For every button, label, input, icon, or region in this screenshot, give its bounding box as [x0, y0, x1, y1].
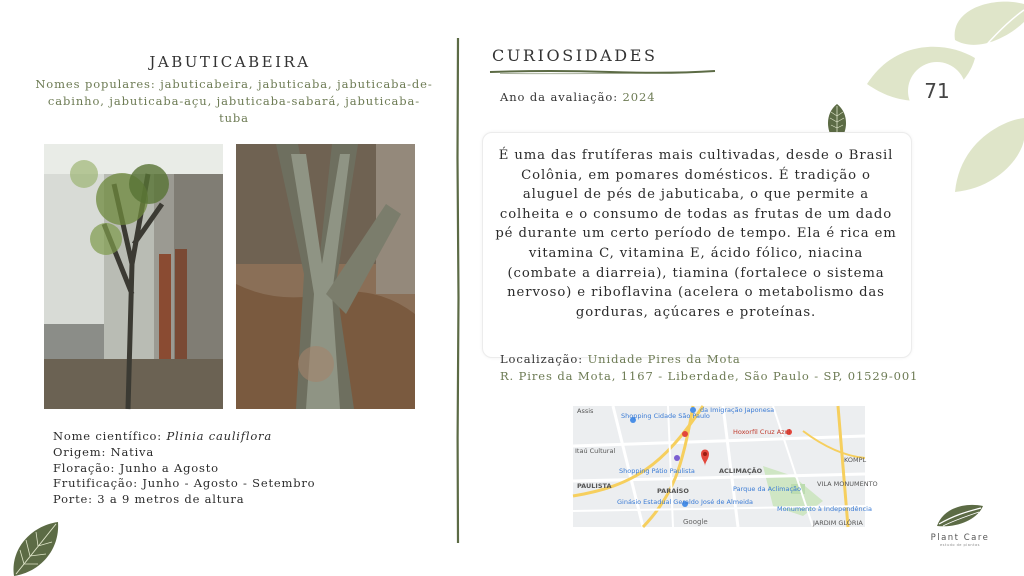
map-label-hoxorfil: Hoxorfil Cruz Azul: [733, 428, 791, 436]
scientific-name-label: Nome científico:: [53, 429, 162, 443]
location-label: Localização:: [500, 352, 584, 366]
map-google-logo: Google: [683, 518, 708, 526]
plant-title: JABUTICABEIRA: [149, 53, 311, 71]
flowering-label: Floração:: [53, 460, 116, 475]
map-label-paraiso: PARAÍSO: [657, 487, 689, 495]
evaluation-year-label: Ano da avaliação:: [500, 90, 618, 104]
flowering-value: Junho a Agosto: [119, 460, 219, 475]
popular-names-label: Nomes populares:: [35, 77, 156, 91]
brand-leaf-icon: [935, 502, 985, 528]
size-value: 3 a 9 metros de altura: [97, 492, 245, 507]
map-label-parque-aclimacao: Parque da Aclimação: [733, 485, 802, 493]
location-map[interactable]: [573, 406, 878, 527]
fruiting-value: Junho - Agosto - Setembro: [142, 476, 316, 491]
evaluation-year: [500, 90, 655, 104]
brand-logo: [922, 502, 998, 552]
map-label-ginasio: Ginásio Estadual Geraldo José de Almeida: [617, 498, 754, 506]
brand-name: Plant Care: [930, 533, 990, 543]
decorative-leaf-icon: [10, 520, 60, 576]
map-label-kompl: KOMPL: [844, 456, 867, 464]
origin-value: Nativa: [110, 444, 154, 459]
popular-names-value: jabuticabeira, jabuticaba, jabuticaba-de-cabinho, jabuticaba-açu, jabuticaba-sabará, jabuticaba-tuba: [47, 77, 433, 125]
map-label-shopping-patio: Shopping Pátio Paulista: [619, 467, 695, 475]
origin-row: [53, 445, 315, 461]
brand-tagline: estudo de plantas: [940, 543, 980, 547]
origin-label: Origem:: [53, 444, 107, 459]
location-unit: Unidade Pires da Mota: [587, 352, 741, 366]
map-label-monumento-independencia: Monumento à Independência: [777, 505, 872, 513]
plant-facts: [53, 429, 315, 508]
map-label-assis: Assis: [577, 407, 594, 415]
evaluation-year-value: 2024: [622, 90, 656, 104]
map-label-aclimacao: ACLIMAÇÃO: [719, 467, 763, 475]
map-label-jardim-gloria: JARDIM GLÓRIA: [813, 519, 863, 527]
fruiting-row: [53, 476, 315, 492]
size-row: [53, 492, 315, 508]
map-label-imigracao: da Imigração Japonesa: [700, 406, 775, 414]
column-divider: [456, 38, 460, 543]
tree-photo-full: [44, 144, 223, 409]
location-address: R. Pires da Mota, 1167 - Liberdade, São Paulo - SP, 01529-001: [500, 369, 919, 383]
tree-trunk-photo: [236, 144, 415, 409]
size-label: Porte:: [53, 492, 93, 507]
curiosities-title: CURIOSIDADES: [492, 46, 658, 65]
scientific-name-row: [53, 429, 315, 445]
curiosities-text: É uma das frutíferas mais cultivadas, desde o Brasil Colônia, em pomares domésticos. É tradição o aluguel de pés de jabuticaba, o que permite a colheita e o consumo de todas as frutas de um dado pé durante um certo período de tempo. Ela é rica em vitamina C, vitamina E, ácido fólico, niacina (combate a diarreia), tiamina (fortalece o sistema nervoso) e riboflavina (acelera o metabolismo das gorduras, açúcares e proteínas.: [495, 148, 897, 320]
title-underline: [490, 68, 715, 76]
map-label-itau-cultural: Itaú Cultural: [575, 447, 616, 455]
fruiting-label: Frutificação:: [53, 476, 138, 491]
scientific-name-value: Plinia cauliflora: [166, 429, 272, 443]
flowering-row: [53, 461, 315, 477]
page-number: 71: [908, 62, 966, 120]
location-line: [500, 352, 741, 366]
map-label-paulista: PAULISTA: [577, 482, 612, 490]
map-label-shopping-cidade: Shopping Cidade São Paulo: [621, 412, 710, 420]
popular-names: [34, 76, 434, 127]
map-label-vila-monumento: VILA MONUMENTO: [817, 480, 878, 488]
